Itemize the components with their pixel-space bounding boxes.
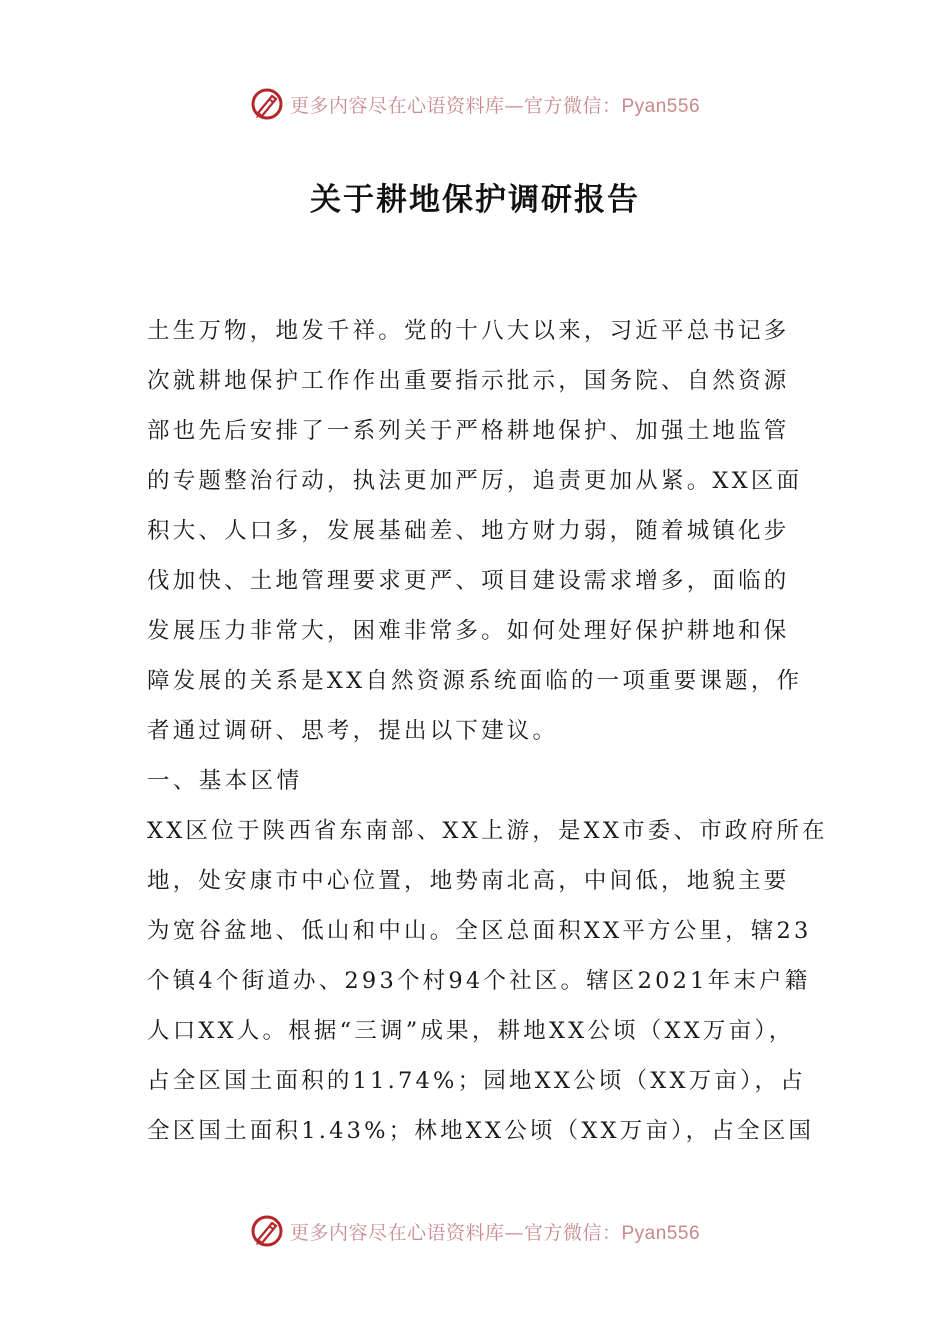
body-line: 部也先后安排了一系列关于严格耕地保护、加强土地监管 [147,418,790,444]
body-line: XX区位于陕西省东南部、XX上游，是XX市委、市政府所在 [147,818,828,844]
watermark-label: 更多内容尽在心语资料库—官方微信： [289,94,622,117]
pen-logo-icon [250,1214,284,1248]
body-line: 土生万物，地发千祥。党的十八大以来，习近平总书记多 [147,318,790,344]
body-line: 为宽谷盆地、低山和中山。全区总面积XX平方公里，辖23 [147,918,812,944]
body-line: 积大、人口多，发展基础差、地方财力弱，随着城镇化步 [147,518,790,544]
document-title: 关于耕地保护调研报告 [310,182,640,218]
body-line: 占全区国土面积的11.74%；园地XX公顷（XX万亩），占 [147,1068,806,1094]
body-line: 次就耕地保护工作作出重要指示批示，国务院、自然资源 [147,368,790,394]
watermark-wechat-id: Pyan556 [621,95,701,117]
body-line: 障发展的关系是XX自然资源系统面临的一项重要课题，作 [147,668,803,694]
body-line: 的专题整治行动，执法更加严厉，追责更加从紧。XX区面 [147,468,803,494]
body-line: 伐加快、土地管理要求更严、项目建设需求增多，面临的 [147,568,790,594]
watermark-banner-bottom [0,1211,950,1251]
body-line: 个镇4个街道办、293个村94个社区。辖区2021年末户籍 [147,968,811,994]
body-line: 人口XX人。根据“三调”成果，耕地XX公顷（XX万亩）， [147,1018,795,1044]
watermark-text [290,1218,700,1245]
section-heading: 一、基本区情 [147,768,303,794]
document-body [147,306,828,1156]
watermark-label: 更多内容尽在心语资料库—官方微信： [289,1221,622,1244]
watermark-text [290,91,700,118]
body-line: 地，处安康市中心位置，地势南北高，中间低，地貌主要 [147,868,790,894]
body-line: 发展压力非常大，困难非常多。如何处理好保护耕地和保 [147,618,790,644]
body-line: 全区国土面积1.43%；林地XX公顷（XX万亩），占全区国 [147,1118,815,1144]
body-line: 者通过调研、思考，提出以下建议。 [147,718,559,744]
pen-logo-icon [250,87,284,121]
watermark-wechat-id: Pyan556 [621,1222,701,1244]
watermark-banner-top [0,84,950,124]
